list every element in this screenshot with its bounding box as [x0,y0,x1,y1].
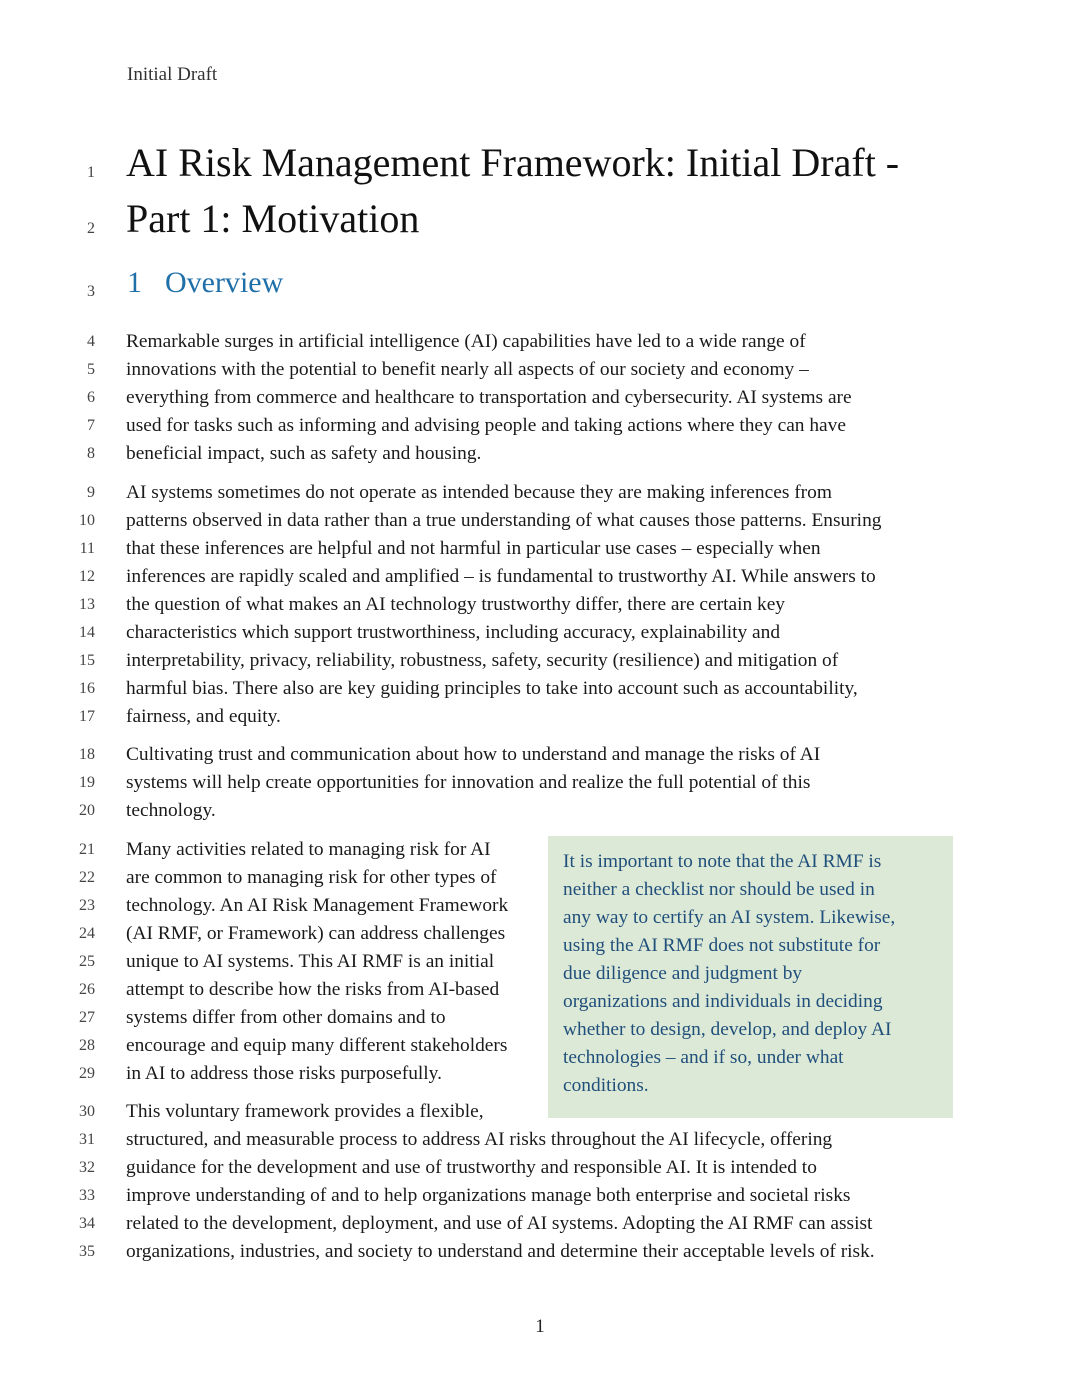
callout-line: It is important to note that the AI RMF is [563,851,882,872]
callout-line: whether to design, develop, and deploy AI [563,1019,892,1040]
line-number: 25 [79,953,95,970]
line-number: 5 [87,361,95,378]
body-line: improve understanding of and to help organizations manage both enterprise and societal risks [126,1185,851,1206]
line-number: 14 [79,624,95,641]
callout-line: neither a checklist nor should be used in [563,879,875,900]
line-number: 2 [87,220,95,237]
body-line: harmful bias. There also are key guiding principles to take into account such as accountability, [126,678,858,699]
body-line: systems will help create opportunities for innovation and realize the full potential of this [126,772,811,793]
body-line: structured, and measurable process to address AI risks throughout the AI lifecycle, offering [126,1129,833,1150]
body-line: characteristics which support trustworthiness, including accuracy, explainability and [126,622,781,643]
line-number: 34 [79,1215,95,1232]
line-number: 20 [79,802,95,819]
body-line: guidance for the development and use of trustworthy and responsible AI. It is intended to [126,1157,817,1178]
line-number: 31 [79,1131,95,1148]
body-line: Many activities related to managing risk for AI [126,839,491,860]
line-number: 23 [79,897,95,914]
body-line: everything from commerce and healthcare to transportation and cybersecurity. AI systems are [126,387,852,408]
body-line: systems differ from other domains and to [126,1007,446,1028]
line-number: 8 [87,445,95,462]
body-line: attempt to describe how the risks from AI-based [126,979,500,1000]
body-line: that these inferences are helpful and not harmful in particular use cases – especially when [126,538,821,559]
line-number: 27 [79,1009,95,1026]
line-number: 18 [79,746,95,763]
body-line: innovations with the potential to benefit nearly all aspects of our society and economy – [126,359,809,380]
document-title-line-1: AI Risk Management Framework: Initial Draft - [126,140,900,185]
line-number: 26 [79,981,95,998]
section-number: 1 [127,266,142,299]
body-line: inferences are rapidly scaled and amplified – is fundamental to trustworthy AI. While answers to [126,566,876,587]
body-line: organizations, industries, and society to understand and determine their acceptable levels of risk. [126,1241,875,1262]
line-number: 13 [79,596,95,613]
body-line: the question of what makes an AI technology trustworthy differ, there are certain key [126,594,786,615]
running-header: Initial Draft [127,64,218,85]
body-line: related to the development, deployment, and use of AI systems. Adopting the AI RMF can assist [126,1213,873,1234]
line-number: 9 [87,484,95,501]
body-line: technology. An AI Risk Management Framework [126,895,509,916]
section-title: Overview [165,266,284,299]
callout-line: conditions. [563,1075,649,1096]
line-number: 10 [79,512,95,529]
body-line: patterns observed in data rather than a true understanding of what causes those patterns. Ensuring [126,510,882,531]
line-number: 6 [87,389,95,406]
line-number: 17 [79,708,95,725]
body-line: beneficial impact, such as safety and housing. [126,443,482,464]
callout-line: organizations and individuals in deciding [563,991,883,1012]
line-number: 15 [79,652,95,669]
line-number: 19 [79,774,95,791]
line-number: 7 [87,417,95,434]
body-line: interpretability, privacy, reliability, robustness, safety, security (resilience) and mitigation of [126,650,839,671]
line-number: 30 [79,1103,95,1120]
body-line: encourage and equip many different stakeholders [126,1035,508,1056]
body-line: fairness, and equity. [126,706,281,727]
callout-line: technologies – and if so, under what [563,1047,844,1068]
callout-line: using the AI RMF does not substitute for [563,935,881,956]
line-number: 32 [79,1159,95,1176]
line-number: 3 [87,283,95,300]
line-number: 24 [79,925,95,942]
document-title-line-2: Part 1: Motivation [126,196,420,241]
page-number: 1 [535,1316,545,1337]
callout-line: any way to certify an AI system. Likewise, [563,907,896,928]
body-line: technology. [126,800,216,821]
line-number: 11 [79,540,95,557]
section-heading [127,268,283,298]
line-number: 29 [79,1065,95,1082]
body-line: Cultivating trust and communication about how to understand and manage the risks of AI [126,744,821,765]
body-line: This voluntary framework provides a flexible, [126,1101,484,1122]
line-number: 33 [79,1187,95,1204]
body-line: AI systems sometimes do not operate as intended because they are making inferences from [126,482,832,503]
body-line: used for tasks such as informing and advising people and taking actions where they can have [126,415,846,436]
callout-line: due diligence and judgment by [563,963,803,984]
line-number: 12 [79,568,95,585]
body-line: (AI RMF, or Framework) can address challenges [126,923,506,944]
line-number: 21 [79,841,95,858]
body-line: Remarkable surges in artificial intelligence (AI) capabilities have led to a wide range of [126,331,806,352]
body-line: are common to managing risk for other types of [126,867,497,888]
line-number: 22 [79,869,95,886]
line-number: 16 [79,680,95,697]
line-number: 4 [87,333,95,350]
line-number: 35 [79,1243,95,1260]
body-line: unique to AI systems. This AI RMF is an initial [126,951,495,972]
body-line: in AI to address those risks purposefully. [126,1063,442,1084]
line-number: 1 [87,164,95,181]
line-number: 28 [79,1037,95,1054]
